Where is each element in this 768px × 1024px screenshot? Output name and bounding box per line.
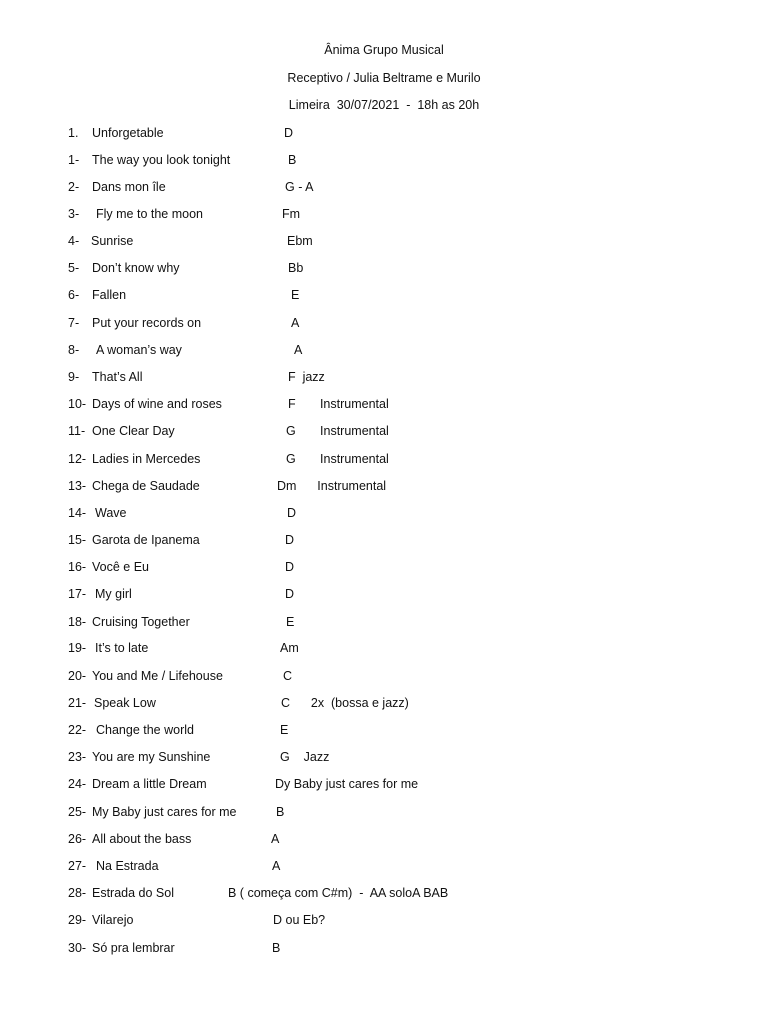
song-key: Am [280,641,299,655]
song-key: D [287,506,297,520]
song-key: G Instrumental [286,424,389,438]
song-row [0,750,768,768]
song-number: 20- [68,669,87,683]
song-title: My girl [95,587,132,601]
song-key: Dy Baby just cares for me [275,777,419,791]
song-number: 4- [68,234,80,248]
song-title: Vilarejo [92,913,134,927]
song-title: You and Me / Lifehouse [92,669,223,683]
song-number: 10- [68,397,87,411]
song-number: 2- [68,180,80,194]
song-title: Dans mon île [92,180,166,194]
song-title: One Clear Day [92,424,175,438]
song-title: Sunrise [91,234,134,248]
song-key: A [271,832,280,846]
song-key: E [291,288,300,302]
song-row [0,941,768,959]
song-key: D [285,560,295,574]
song-key: D ou Eb? [273,913,326,927]
song-number: 28- [68,886,87,900]
song-number: 18- [68,615,87,629]
song-row [0,615,768,633]
song-key: B [288,153,297,167]
song-row [0,316,768,334]
song-row [0,587,768,605]
song-number: 22- [68,723,87,737]
song-key: A [294,343,303,357]
song-key: Bb [288,261,304,275]
song-key: D [285,587,295,601]
song-title: A woman’s way [96,343,182,357]
song-number: 29- [68,913,87,927]
song-title: Fly me to the moon [96,207,203,221]
song-title: Só pra lembrar [92,941,175,955]
song-number: 19- [68,641,87,655]
song-number: 17- [68,587,87,601]
song-title: Ladies in Mercedes [92,452,201,466]
song-number: 9- [68,370,80,384]
song-row [0,886,768,904]
song-row [0,641,768,659]
song-number: 23- [68,750,87,764]
document-title: Ânima Grupo Musical [324,43,444,57]
song-row [0,913,768,931]
song-title: Unforgetable [92,126,164,140]
song-title: Cruising Together [92,615,190,629]
song-number: 24- [68,777,87,791]
song-title: Don’t know why [92,261,180,275]
song-row [0,180,768,198]
song-row [0,723,768,741]
song-row [0,696,768,714]
song-number: 25- [68,805,87,819]
song-row [0,805,768,823]
song-title: Garota de Ipanema [92,533,200,547]
song-title: Put your records on [92,316,202,330]
song-title: Speak Low [94,696,156,710]
song-title: It’s to late [95,641,149,655]
song-number: 12- [68,452,87,466]
song-number: 26- [68,832,87,846]
song-number: 13- [68,479,87,493]
event-date-time: Limeira 30/07/2021 - 18h as 20h [288,98,480,112]
song-key: C [283,669,293,683]
song-row [0,207,768,225]
song-key: B ( começa com C#m) - AA soloA BAB [228,886,449,900]
song-key: B [276,805,285,819]
song-row [0,397,768,415]
song-title: Chega de Saudade [92,479,200,493]
song-row [0,452,768,470]
song-row [0,859,768,877]
song-key: G Jazz [280,750,330,764]
song-title: My Baby just cares for me [92,805,237,819]
song-row [0,288,768,306]
song-title: The way you look tonight [92,153,231,167]
song-number: 1- [68,153,80,167]
song-number: 3- [68,207,80,221]
song-number: 16- [68,560,87,574]
song-number: 21- [68,696,87,710]
song-title: Days of wine and roses [92,397,222,411]
event-subtitle: Receptivo / Julia Beltrame e Murilo [287,71,481,85]
song-key: Dm Instrumental [277,479,387,493]
song-key: F Instrumental [288,397,389,411]
song-key: D [284,126,294,140]
song-row [0,777,768,795]
song-row [0,479,768,497]
song-number: 6- [68,288,80,302]
song-title: Dream a little Dream [92,777,207,791]
song-key: G - A [285,180,314,194]
song-number: 14- [68,506,87,520]
song-title: All about the bass [92,832,192,846]
song-number: 7- [68,316,80,330]
song-number: 27- [68,859,87,873]
song-row [0,126,768,144]
song-row [0,343,768,361]
song-number: 15- [68,533,87,547]
song-key: A [272,859,281,873]
song-title: Fallen [92,288,127,302]
song-row [0,153,768,171]
song-key: D [285,533,295,547]
song-title: You are my Sunshine [92,750,211,764]
song-key: G Instrumental [286,452,389,466]
song-number: 11- [68,424,86,438]
song-key: A [291,316,300,330]
song-number: 1. [68,126,79,140]
song-row [0,424,768,442]
song-row [0,370,768,388]
song-key: B [272,941,281,955]
song-key: F jazz [288,370,325,384]
song-number: 5- [68,261,80,275]
song-title: That’s All [92,370,143,384]
song-row [0,234,768,252]
song-title: Na Estrada [96,859,159,873]
song-title: Wave [95,506,127,520]
song-number: 30- [68,941,87,955]
song-key: E [286,615,295,629]
song-title: Change the world [96,723,194,737]
song-row [0,261,768,279]
song-key: Ebm [287,234,313,248]
song-row [0,669,768,687]
song-row [0,506,768,524]
song-title: Você e Eu [92,560,149,574]
song-key: C 2x (bossa e jazz) [281,696,409,710]
song-row [0,832,768,850]
song-title: Estrada do Sol [92,886,174,900]
song-number: 8- [68,343,80,357]
song-row [0,560,768,578]
song-key: E [280,723,289,737]
song-key: Fm [282,207,301,221]
song-row [0,533,768,551]
